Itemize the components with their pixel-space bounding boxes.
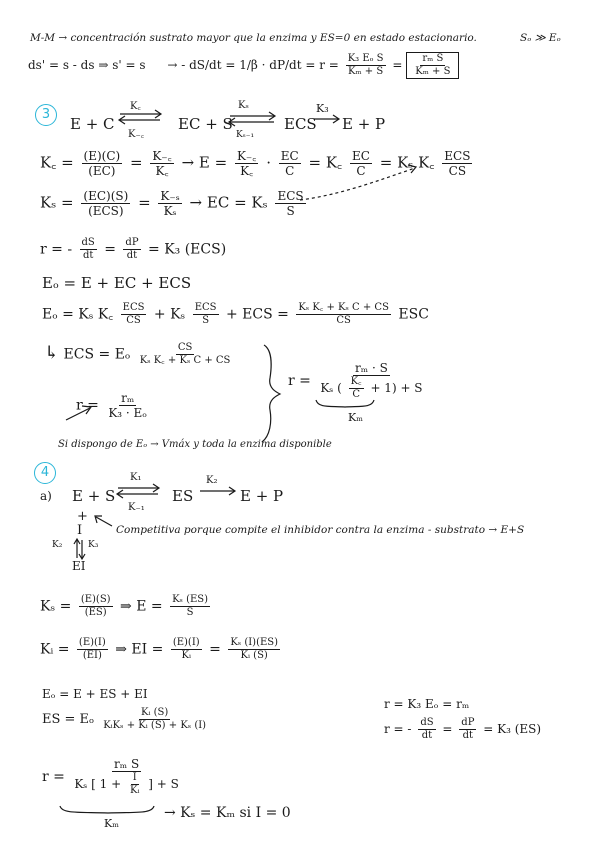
- s4-rt2-a: r = -: [384, 722, 412, 736]
- s3-km-label: Kₘ: [348, 411, 363, 424]
- frac-num: K₋꜀: [236, 149, 257, 163]
- frac-num: EC: [280, 149, 299, 163]
- frac-den: C: [285, 164, 295, 178]
- s3-rate-equation: r = - $\frac{dS}{dt}$ = $\frac{dP}{dt}$ = K₃ (ECS): [40, 237, 227, 261]
- s3-kc-label: K꜀: [130, 101, 141, 112]
- s3-kc-eq3: = Kₛ K꜀: [379, 153, 435, 172]
- frac-num: (E)(S): [80, 594, 111, 605]
- s3-r-label: r = -: [40, 241, 73, 258]
- s4-final-conclusion: → Kₛ = Kₘ si I = 0: [164, 805, 291, 821]
- s4-competitive-note: Competitiva porque compite el inhibidor contra la enzima - substrato → E+S: [116, 524, 525, 536]
- frac-den: C: [352, 389, 360, 400]
- s3-eo-sum: Eₒ = E + EC + ECS: [42, 274, 192, 292]
- frac-den: KᵢKₛ + Kᵢ (S) + Kₛ (I): [103, 720, 207, 731]
- frac-num: CS: [177, 342, 193, 353]
- frac-den: (ES): [84, 607, 107, 618]
- s3-eo2-a: Eₒ = Kₛ K꜀: [42, 306, 114, 323]
- frac-num: Kₛ K꜀ + Kₛ C + CS: [298, 302, 389, 313]
- frac-num: dP: [125, 237, 139, 248]
- frac-num: ECS: [122, 302, 145, 313]
- s3-k-c-label: K₋꜀: [128, 129, 145, 140]
- mm-header: M-M → concentración sustrato mayor que la enzima y ES=0 en estado estacionario.: [30, 32, 477, 44]
- mm-fraction-num: K₃ Eₒ S: [347, 53, 384, 64]
- frac-num: K꜀: [350, 376, 362, 387]
- frac-den: K꜀: [155, 164, 169, 178]
- s4-k2-label: K₂: [206, 475, 218, 486]
- s3-r2-den-b: + 1) + S: [370, 381, 423, 395]
- frac-num: Kᵢ (S): [140, 707, 169, 718]
- frac-den: K₃ · Eₒ: [108, 406, 147, 420]
- s4-fin-den-a: Kₛ [ 1 +: [74, 777, 122, 791]
- frac-den: dt: [462, 730, 474, 741]
- s4-ki-eq: =: [209, 641, 221, 658]
- s3-eo2-d: ESC: [398, 306, 429, 323]
- s4-ei: EI: [72, 559, 86, 573]
- frac-num: Kₛ (ES): [172, 594, 209, 605]
- s3-r2-den-a: Kₛ (: [320, 381, 342, 395]
- s3-eo2-c: + ECS =: [225, 306, 289, 323]
- s4-inhibitor: I: [77, 523, 83, 538]
- s3-kc-equation: K꜀ = $\frac{(E)(C)}{(EC)}$ = $\frac{K_-꜀}{K꜀}$ → E = $\frac{K_-꜀}{K꜀}$ · $\frac{EC}{C}$ = K꜀ $\frac{EC}{C}$ = Kₛ K꜀ ECS CS: [40, 149, 471, 178]
- frac-den: (ECS): [88, 204, 124, 218]
- s3-ks-label: Kₛ: [238, 100, 249, 111]
- s3-ks-equation: Kₛ = (EC)(S) (ECS) = $\frac{\text{K₋ₛ}}{\text{Kₛ}}$ → EC = Kₛ ECS S: [40, 189, 304, 218]
- s4-plus: +: [77, 509, 88, 524]
- s4-part-label: a): [40, 489, 52, 503]
- mm-box-num: rₘ S: [422, 53, 444, 64]
- s4-ki-mid: ⇒ EI =: [115, 641, 164, 658]
- frac-num: Kₛ (I)(ES): [230, 637, 279, 648]
- frac-num: (E)(I): [172, 637, 200, 648]
- mm-line2-a: ds' = s - ds ⇒ s' = s: [28, 58, 146, 72]
- s4-rx-left: E + S: [72, 487, 116, 505]
- frac-den: C: [356, 164, 366, 178]
- note-arrow: [96, 517, 112, 526]
- s3-ks1-label: Kₛ₋₁: [236, 130, 255, 140]
- s3-product: E + P: [342, 115, 386, 133]
- s4-fin-label: r =: [42, 769, 65, 785]
- frac-num: dP: [461, 717, 475, 728]
- s4-eo-sum: Eₒ = E + ES + EI: [42, 687, 148, 701]
- s4-fin-den-b: ] + S: [148, 777, 179, 791]
- frac-num: rₘ: [121, 391, 135, 405]
- frac-den: S: [286, 204, 295, 218]
- s4-ks-mid: ⇒ E =: [120, 598, 163, 615]
- s3-note: Si dispongo de Eₒ → Vmáx y toda la enzima disponible: [58, 439, 332, 450]
- mm-box-den: Kₘ + S: [415, 66, 451, 77]
- s4-ki-left: K₂: [52, 540, 63, 550]
- km-underbrace-s4: [60, 806, 154, 813]
- s3-kc-eq-e: → E =: [181, 153, 228, 172]
- frac-num: ECS: [444, 149, 471, 163]
- frac-num: rₘ S: [114, 757, 140, 771]
- km-underbrace: [316, 400, 374, 407]
- frac-den: S: [202, 315, 210, 326]
- s3-reaction-left: E + C: [70, 115, 115, 133]
- s4-rm-def: r = K₃ Eₒ = rₘ: [384, 697, 470, 711]
- s3-reaction-mid: EC + S: [178, 115, 233, 133]
- s4-ki-label: Kᵢ =: [40, 641, 70, 658]
- mm-line2-b: → - dS/dt = 1/β · dP/dt = r =: [167, 58, 339, 72]
- s3-r2-label: r =: [288, 373, 311, 389]
- s3-ecs-a: ECS = Eₒ: [63, 346, 131, 363]
- right-brace: [262, 345, 280, 442]
- s3-ecs-solution: ↳ ECS = Eₒ $\frac{CS}{\text{Kₛ K꜀ + Kₛ C + CS}}$: [44, 342, 231, 366]
- mm-line2: ds' = s - ds ⇒ s' = s → - dS/dt = 1/β · dP/dt = r = $\frac{\text{K₃ Eₒ S}}{\text{Kₘ + S}}$ = $\frac{\text{rₘ S}}{\text{Kₘ + S}}$: [28, 52, 459, 79]
- s3-r-end: = K₃ (ECS): [148, 241, 227, 258]
- frac-num: K₋ₛ: [160, 189, 180, 203]
- s4-rx-es: ES: [172, 487, 194, 505]
- frac-den: (EI): [82, 650, 102, 661]
- s4-k1-label: K₁: [130, 472, 142, 483]
- s3-kc-eq2: = K꜀: [308, 153, 343, 172]
- frac-den: CS: [336, 315, 351, 326]
- s4-km-label: Kₘ: [104, 817, 119, 830]
- s3-ecs: ECS: [284, 115, 317, 133]
- frac-den: dt: [126, 250, 138, 261]
- s3-ks-eq-label: Kₛ =: [40, 193, 74, 212]
- frac-den: K꜀: [240, 164, 254, 178]
- mm-fraction-den: Kₘ + S: [348, 66, 384, 77]
- s4-ki-right: K₃: [88, 540, 99, 550]
- s4-rx-product: E + P: [240, 487, 284, 505]
- frac-num: (E)(I): [78, 637, 106, 648]
- frac-num: rₘ · S: [355, 361, 388, 375]
- s3-kc-eq-label: K꜀ =: [40, 153, 74, 172]
- frac-num: EC: [352, 149, 370, 163]
- frac-den: (EC): [88, 164, 116, 178]
- s3-k3-label: K₃: [316, 102, 329, 115]
- frac-den: CS: [448, 164, 467, 178]
- section-4-marker: 4: [34, 462, 56, 484]
- s3-eo2-b: + Kₛ: [153, 306, 186, 323]
- frac-num: I: [132, 772, 137, 783]
- frac-den: dt: [421, 730, 433, 741]
- mm-header-condition: Sₒ ≫ Eₒ: [520, 32, 561, 44]
- frac-num: ECS: [194, 302, 217, 313]
- frac-den: S: [186, 607, 194, 618]
- s3-ks-mid: → EC = Kₛ: [189, 193, 268, 212]
- frac-den: Kᵢ: [129, 785, 140, 796]
- frac-num: dS: [420, 717, 434, 728]
- frac-num: (EC)(S): [83, 189, 129, 203]
- dashed-arrow: [300, 168, 415, 200]
- frac-den: Kₛ K꜀ + Kₛ C + CS: [139, 355, 231, 366]
- s4-ks-label: Kₛ =: [40, 598, 72, 615]
- section-3-marker: 3: [35, 104, 57, 126]
- s4-es-a: ES = Eₒ: [42, 712, 95, 727]
- frac-den: Kᵢ (S): [240, 650, 268, 661]
- frac-den: CS: [126, 315, 141, 326]
- frac-den: Kᵢ: [181, 650, 191, 661]
- frac-num: (E)(C): [83, 149, 121, 163]
- frac-num: dS: [81, 237, 95, 248]
- frac-den: dt: [82, 250, 94, 261]
- s3-rm-label: r =: [76, 397, 99, 414]
- s4-rate-def: r = - $\frac{dS}{dt}$ = $\frac{dP}{dt}$ = K₃ (ES): [384, 717, 542, 741]
- frac-num: K₋꜀: [152, 149, 172, 163]
- frac-num: ECS: [277, 189, 304, 203]
- s4-rt2-b: = K₃ (ES): [483, 722, 542, 736]
- frac-den: Kₛ: [163, 204, 177, 218]
- s4-k-1-label: K₋₁: [128, 502, 145, 513]
